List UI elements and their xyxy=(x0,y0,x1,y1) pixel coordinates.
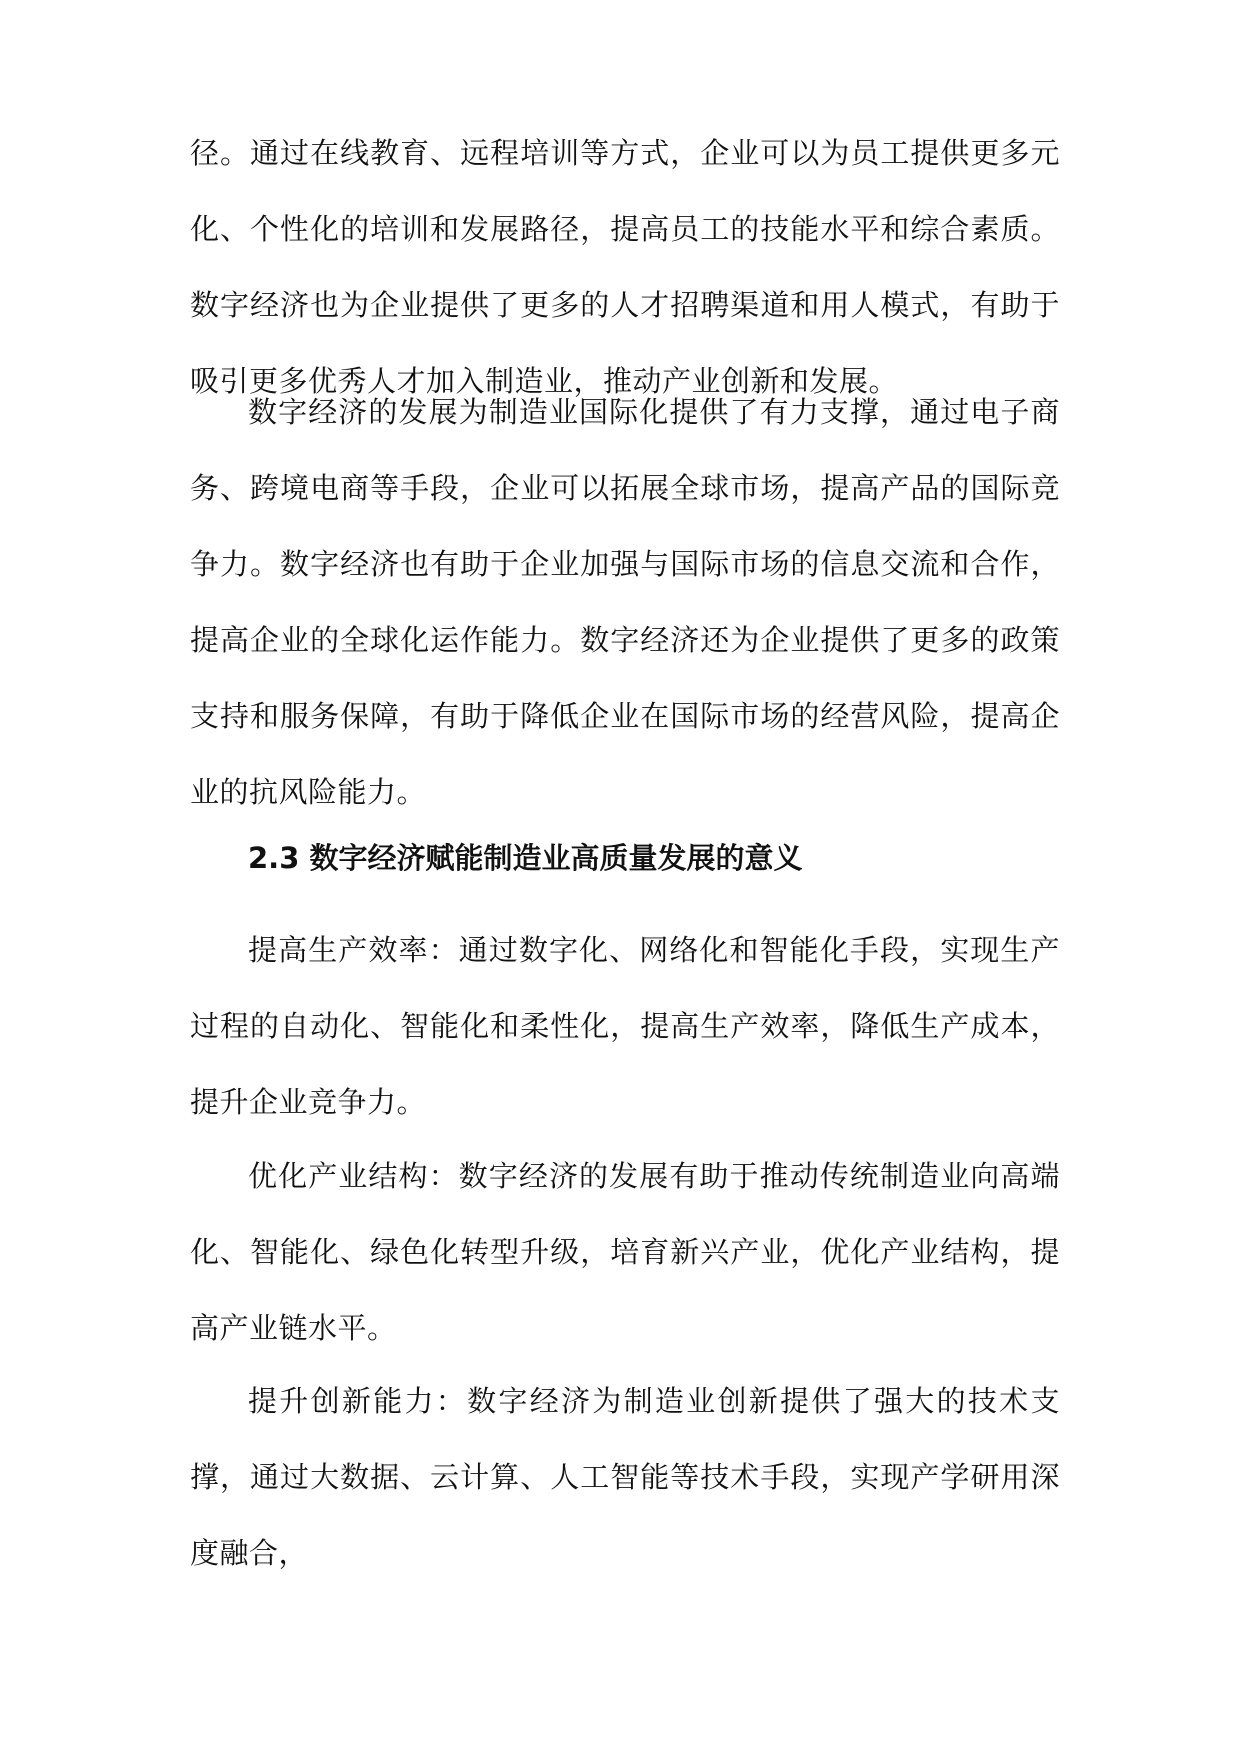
paragraph-talent-training: 径。通过在线教育、远程培训等方式，企业可以为员工提供更多元化、个性化的培训和发展路径，提高员工的技能水平和综合素质。数字经济也为企业提供了更多的人才招聘渠道和用人模式，有助于吸引更多优秀人才加入制造业，推动产业创新和发展。 xyxy=(190,136,1060,398)
paragraph-internationalization: 数字经济的发展为制造业国际化提供了有力支撑，通过电子商务、跨境电商等手段，企业可以拓展全球市场，提高产品的国际竞争力。数字经济也有助于企业加强与国际市场的信息交流和合作，提高企业的全球化运作能力。数字经济还为企业提供了更多的政策支持和服务保障，有助于降低企业在国际市场的经营风险，提高企业的抗风险能力。 xyxy=(190,395,1060,809)
paragraph-industrial-structure: 优化产业结构：数字经济的发展有助于推动传统制造业向高端化、智能化、绿色化转型升级，培育新兴产业，优化产业结构，提高产业链水平。 xyxy=(190,1159,1060,1345)
paragraph-innovation-capacity: 提升创新能力：数字经济为制造业创新提供了强大的技术支撑，通过大数据、云计算、人工智能等技术手段，实现产学研用深度融合， xyxy=(190,1384,1060,1570)
section-heading: 2.3 数字经济赋能制造业高质量发展的意义 xyxy=(248,841,803,875)
paragraph-production-efficiency: 提高生产效率：通过数字化、网络化和智能化手段，实现生产过程的自动化、智能化和柔性化，提高生产效率，降低生产成本，提升企业竞争力。 xyxy=(190,933,1060,1119)
